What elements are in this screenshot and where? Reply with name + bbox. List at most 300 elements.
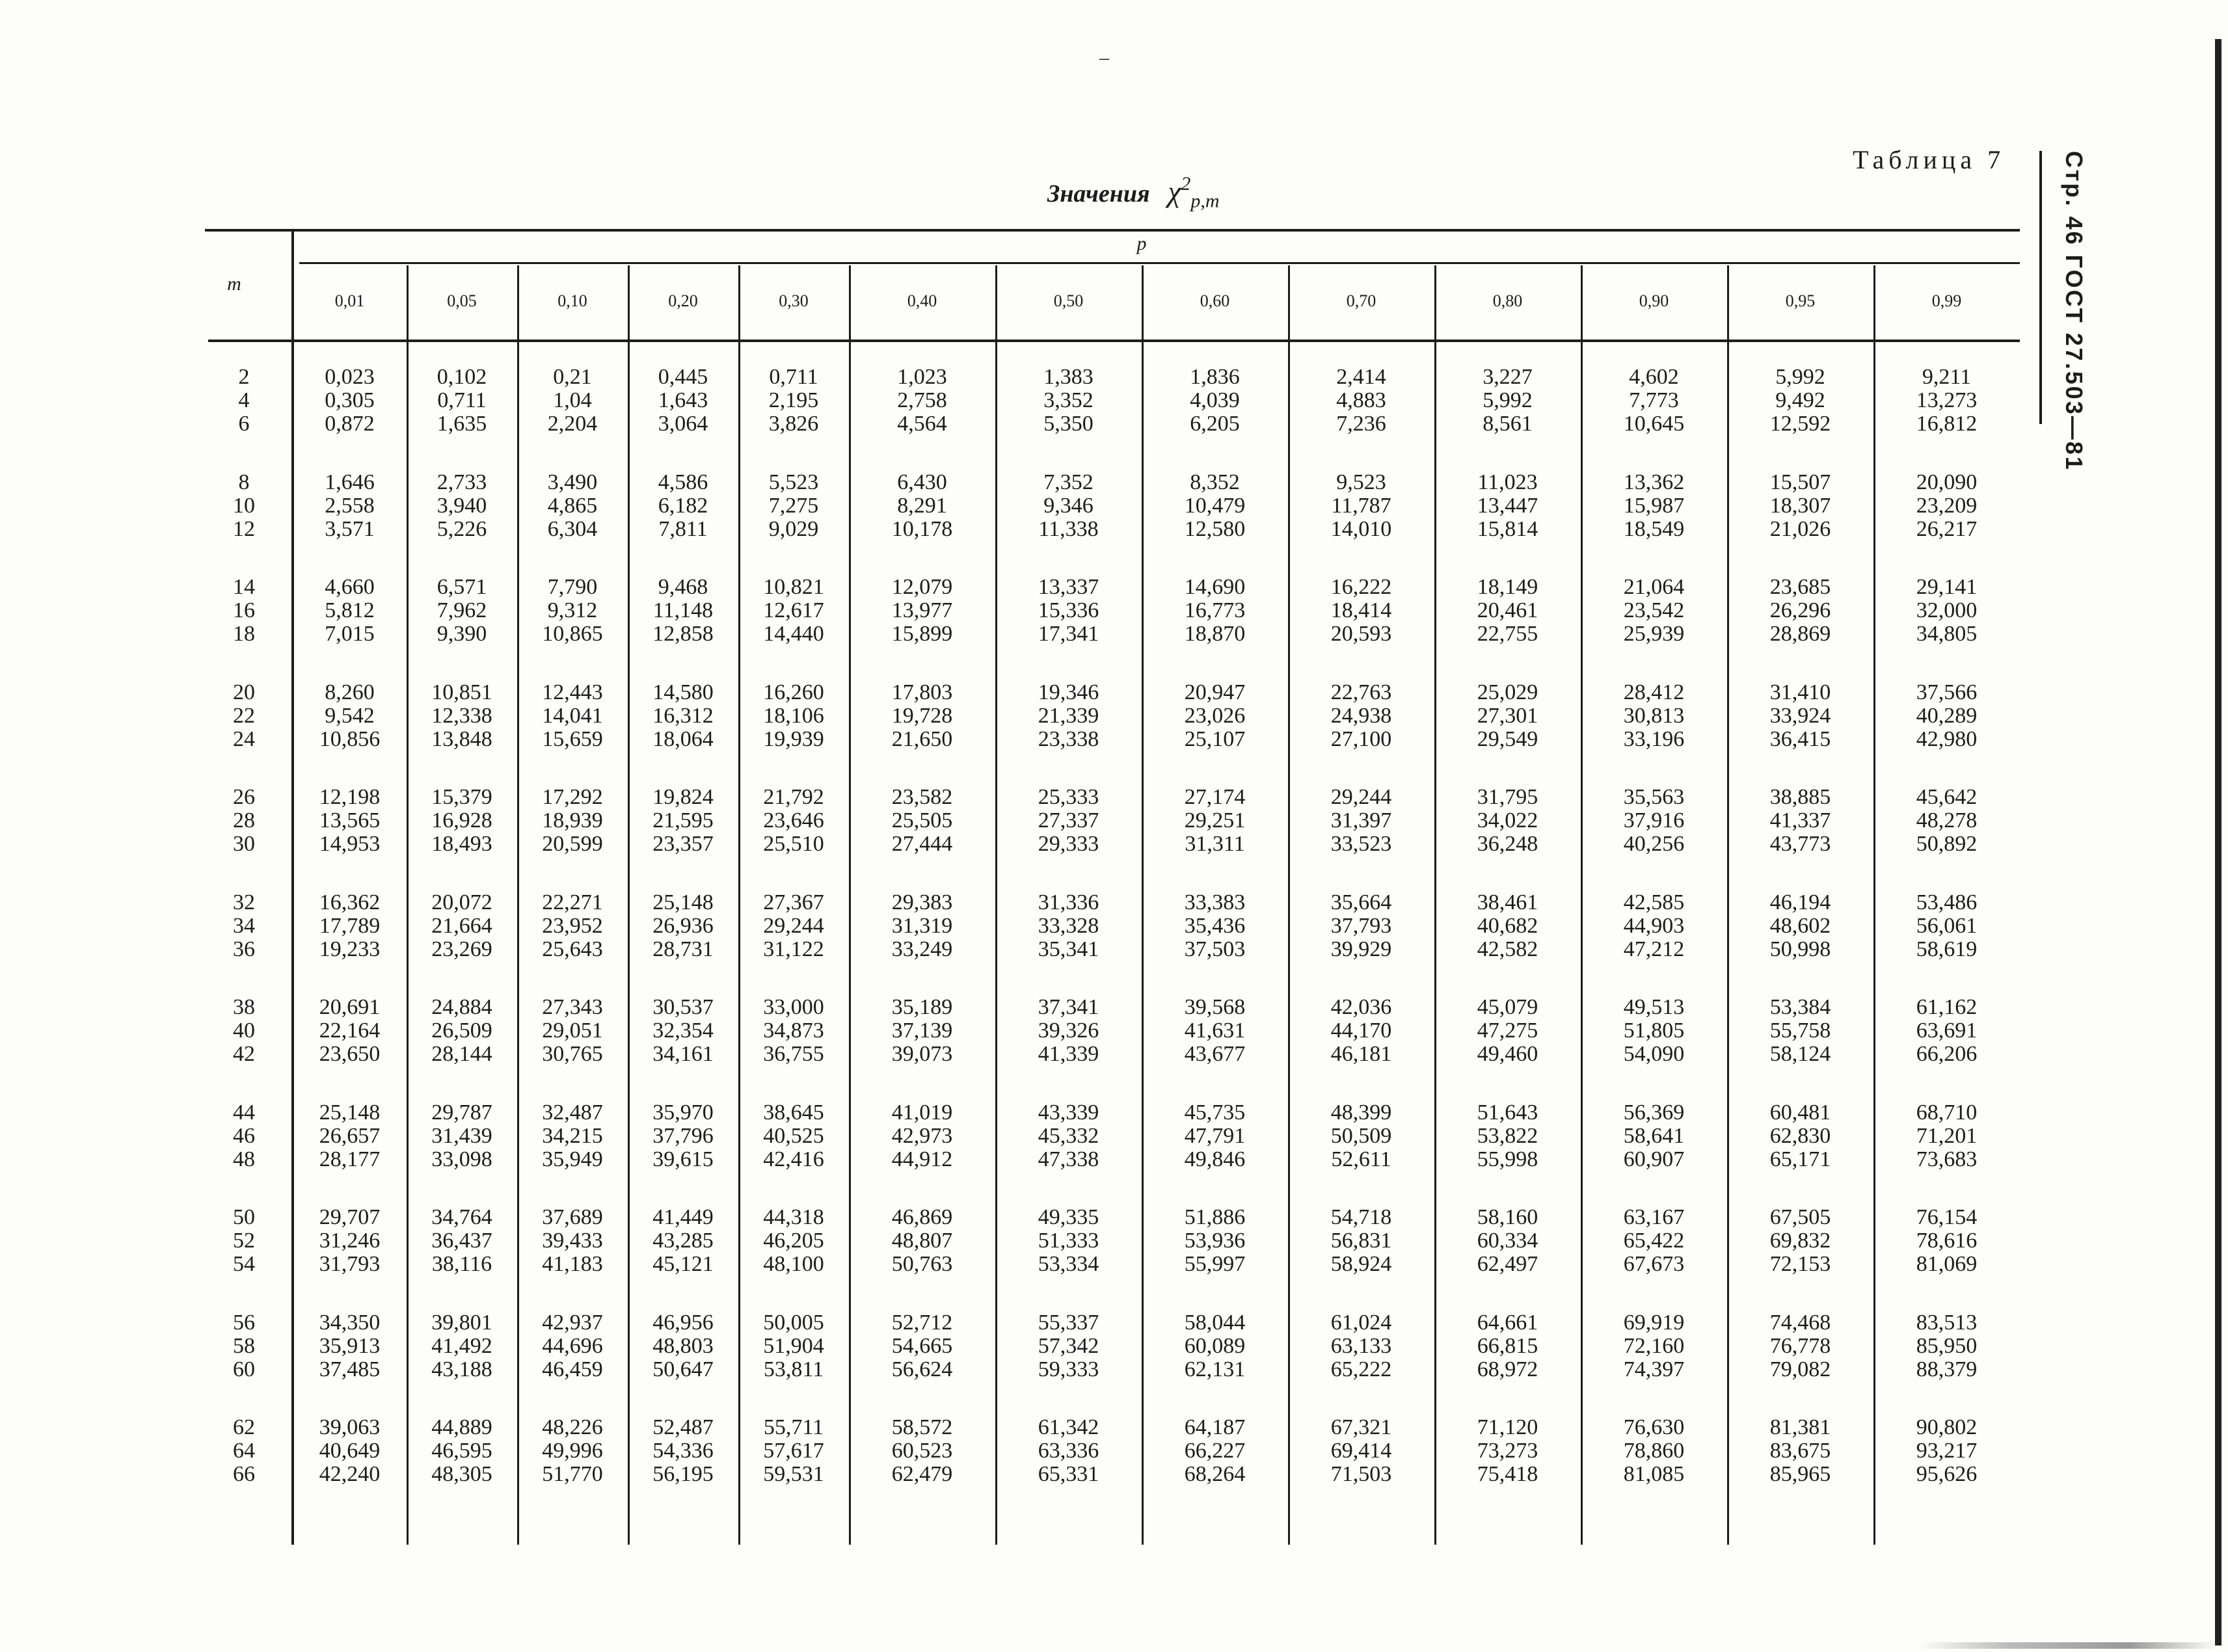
chi-square-value: 13,447 <box>1477 493 1538 518</box>
chi-square-value: 25,333 <box>1038 785 1099 809</box>
m-value: 50 <box>233 1205 255 1229</box>
chi-square-value: 48,399 <box>1330 1100 1392 1125</box>
chi-square-value: 85,950 <box>1916 1333 1978 1358</box>
chi-square-value: 46,194 <box>1769 890 1831 914</box>
m-values <box>215 1206 273 1276</box>
chi-square-value: 1,023 <box>897 365 947 389</box>
chi-square-value: 54,090 <box>1623 1042 1685 1066</box>
chi-square-value: 31,246 <box>319 1229 381 1253</box>
chi-square-value: 10,821 <box>763 575 824 599</box>
chi-square-value: 1,646 <box>325 470 375 494</box>
chi-square-value: 20,947 <box>1184 680 1246 704</box>
m-values <box>215 786 273 856</box>
chi-square-value: 47,338 <box>1038 1147 1099 1171</box>
chi-square-value: 62,131 <box>1184 1357 1246 1381</box>
chi-square-value: 51,805 <box>1623 1019 1685 1043</box>
chi-subscript: p,m <box>1190 190 1220 212</box>
chi-square-value: 56,195 <box>652 1462 714 1486</box>
chi-square-value: 39,433 <box>542 1229 603 1253</box>
chi-square-value: 37,341 <box>1038 995 1099 1019</box>
side-page-header: Стр. 46 ГОСТ 27.503—81 <box>2061 151 2087 472</box>
chi-square-value: 8,352 <box>1190 470 1240 494</box>
chi-square-value: 20,090 <box>1916 470 1978 494</box>
value-cell <box>738 471 849 541</box>
m-value: 52 <box>233 1229 255 1253</box>
chi-square-value: 12,858 <box>652 622 714 646</box>
value-cell <box>1581 1206 1727 1276</box>
chi-square-value: 7,275 <box>768 493 819 518</box>
m-value: 54 <box>233 1252 255 1276</box>
chi-square-value: 50,998 <box>1769 937 1831 961</box>
chi-square-value: 42,582 <box>1477 937 1538 961</box>
chi-square-value: 11,023 <box>1477 470 1538 494</box>
value-cell <box>1873 1101 2020 1171</box>
chi-square-value: 63,336 <box>1038 1439 1099 1463</box>
p-column-header: 0,60 <box>1200 291 1230 310</box>
m-value: 20 <box>233 680 255 704</box>
table-label: Таблица 7 <box>1853 145 2006 174</box>
chi-square-value: 6,304 <box>547 516 598 541</box>
chi-square-value: 9,542 <box>325 703 375 728</box>
chi-square-value: 71,503 <box>1330 1462 1392 1486</box>
value-cell <box>1288 891 1434 961</box>
chi-square-value: 65,171 <box>1769 1147 1831 1171</box>
row-header-m: m <box>227 273 241 295</box>
value-cell <box>1581 681 1727 751</box>
chi-square-value: 38,645 <box>763 1100 824 1125</box>
chi-square-value: 17,341 <box>1038 622 1099 646</box>
chi-square-value: 78,616 <box>1916 1229 1978 1253</box>
chi-square-value: 0,305 <box>325 388 375 412</box>
chi-square-value: 56,061 <box>1916 913 1978 938</box>
chi-square-value: 23,269 <box>431 937 492 961</box>
value-cell <box>293 681 407 751</box>
value-cell <box>1581 996 1727 1066</box>
chi-square-value: 1,643 <box>658 388 708 412</box>
value-cell <box>517 471 628 541</box>
chi-square-value: 12,338 <box>431 703 492 728</box>
chi-square-value: 45,735 <box>1184 1100 1246 1125</box>
value-cell <box>407 786 517 856</box>
value-cell <box>1434 891 1581 961</box>
chi-square-value: 16,812 <box>1916 412 1978 436</box>
title-word: Значения <box>1047 180 1150 207</box>
value-cell <box>1142 1416 1288 1486</box>
chi-square-value: 40,649 <box>319 1439 381 1463</box>
chi-square-value: 11,787 <box>1331 493 1391 518</box>
value-cell <box>517 891 628 961</box>
value-cell <box>628 1206 738 1276</box>
m-value: 30 <box>233 832 255 856</box>
chi-square-value: 39,801 <box>431 1310 492 1335</box>
m-values <box>215 996 273 1066</box>
value-cell <box>1873 1416 2020 1486</box>
chi-square-value: 23,542 <box>1623 598 1685 622</box>
chi-square-value: 23,646 <box>763 808 824 833</box>
chi-square-value: 3,940 <box>436 493 487 518</box>
chi-square-value: 41,019 <box>891 1100 953 1125</box>
value-cell <box>1434 681 1581 751</box>
value-cell <box>1142 891 1288 961</box>
value-cell <box>407 471 517 541</box>
chi-square-value: 56,369 <box>1623 1100 1685 1125</box>
m-value: 2 <box>238 365 250 389</box>
m-value: 18 <box>233 622 255 646</box>
value-cell <box>995 681 1142 751</box>
value-cell <box>1142 366 1288 436</box>
chi-square-value: 16,362 <box>319 890 381 914</box>
chi-square-value: 53,811 <box>763 1357 824 1381</box>
chi-square-value: 50,509 <box>1330 1123 1392 1148</box>
value-cell <box>849 471 995 541</box>
chi-square-value: 29,141 <box>1916 575 1978 599</box>
chi-square-value: 61,024 <box>1330 1310 1392 1335</box>
chi-square-value: 12,580 <box>1184 516 1246 541</box>
chi-square-value: 25,939 <box>1623 622 1685 646</box>
chi-square-value: 19,346 <box>1038 680 1099 704</box>
value-cell <box>1873 471 2020 541</box>
chi-square-value: 15,987 <box>1623 493 1685 518</box>
chi-square-value: 6,430 <box>897 470 947 494</box>
value-cell <box>995 471 1142 541</box>
value-cell <box>517 1311 628 1381</box>
p-column-header: 0,70 <box>1346 291 1376 310</box>
chi-square-value: 34,161 <box>652 1042 714 1066</box>
value-cell <box>628 1311 738 1381</box>
chi-square-value: 60,089 <box>1184 1333 1246 1358</box>
value-cell <box>849 891 995 961</box>
chi-square-value: 69,414 <box>1330 1439 1392 1463</box>
chi-square-value: 61,162 <box>1916 995 1978 1019</box>
chi-square-value: 10,645 <box>1623 412 1685 436</box>
value-cell <box>1727 786 1873 856</box>
chi-square-value: 34,873 <box>763 1019 824 1043</box>
p-column-header: 0,95 <box>1785 291 1816 310</box>
chi-square-value: 53,334 <box>1038 1252 1099 1276</box>
chi-square-value: 18,149 <box>1477 575 1538 599</box>
chi-square-value: 44,903 <box>1623 913 1685 938</box>
chi-square-value: 23,209 <box>1916 493 1978 518</box>
chi-square-value: 0,102 <box>436 365 487 389</box>
p-column-header: 0,50 <box>1053 291 1084 310</box>
chi-square-value: 43,339 <box>1038 1100 1099 1125</box>
chi-square-value: 73,273 <box>1477 1439 1538 1463</box>
chi-square-value: 68,972 <box>1477 1357 1538 1381</box>
chi-square-value: 21,064 <box>1623 575 1685 599</box>
chi-square-value: 5,226 <box>436 516 487 541</box>
value-cell <box>628 1416 738 1486</box>
value-cell <box>738 1416 849 1486</box>
chi-square-value: 50,005 <box>763 1310 824 1335</box>
m-value: 14 <box>233 575 255 599</box>
chi-square-value: 50,763 <box>891 1252 953 1276</box>
table-title <box>1047 174 1219 213</box>
value-cell <box>293 786 407 856</box>
chi-square-value: 41,492 <box>431 1333 492 1358</box>
chi-square-value: 35,341 <box>1038 937 1099 961</box>
chi-square-value: 12,079 <box>891 575 953 599</box>
chi-square-value: 58,619 <box>1916 937 1978 961</box>
chi-square-value: 49,996 <box>542 1439 603 1463</box>
chi-square-value: 44,889 <box>431 1415 492 1439</box>
chi-square-value: 34,805 <box>1916 622 1978 646</box>
p-column-header: 0,90 <box>1639 291 1669 310</box>
chi-square-value: 3,064 <box>658 412 708 436</box>
value-cell <box>738 576 849 646</box>
chi-square-value: 28,177 <box>319 1147 381 1171</box>
chi-square-value: 14,690 <box>1184 575 1246 599</box>
value-cell <box>293 1311 407 1381</box>
chi-square-value: 25,148 <box>652 890 714 914</box>
chi-square-value: 54,665 <box>891 1333 953 1358</box>
chi-square-value: 28,144 <box>431 1042 492 1066</box>
chi-square-value: 60,481 <box>1769 1100 1831 1125</box>
m-value: 22 <box>233 703 255 728</box>
chi-square-value: 62,830 <box>1769 1123 1831 1148</box>
chi-square-value: 27,337 <box>1038 808 1099 833</box>
chi-square-value: 16,773 <box>1184 598 1246 622</box>
chi-square-value: 42,585 <box>1623 890 1685 914</box>
value-cell <box>517 1101 628 1171</box>
chi-square-value: 43,773 <box>1769 832 1831 856</box>
chi-square-value: 29,787 <box>431 1100 492 1125</box>
value-cell <box>738 681 849 751</box>
chi-square-value: 11,338 <box>1038 516 1099 541</box>
chi-square-value: 5,523 <box>768 470 819 494</box>
chi-square-value: 9,312 <box>547 598 598 622</box>
value-cell <box>1581 786 1727 856</box>
value-cell <box>1581 471 1727 541</box>
chi-square-value: 0,872 <box>325 412 375 436</box>
m-values <box>215 366 273 436</box>
chi-square-value: 10,178 <box>891 516 953 541</box>
chi-square-value: 63,691 <box>1916 1019 1978 1043</box>
chi-square-value: 34,215 <box>542 1123 603 1148</box>
chi-square-value: 15,659 <box>542 726 603 751</box>
chi-square-value: 2,758 <box>897 388 947 412</box>
chi-square-value: 34,350 <box>319 1310 381 1335</box>
chi-square-value: 61,342 <box>1038 1415 1099 1439</box>
value-cell <box>517 681 628 751</box>
chi-square-value: 35,970 <box>652 1100 714 1125</box>
chi-square-value: 7,811 <box>658 516 708 541</box>
chi-square-value: 23,357 <box>652 832 714 856</box>
chi-square-value: 18,106 <box>763 703 824 728</box>
chi-square-value: 0,21 <box>553 365 592 389</box>
value-cell <box>1288 576 1434 646</box>
chi-square-value: 3,352 <box>1043 388 1094 412</box>
chi-square-value: 48,100 <box>763 1252 824 1276</box>
chi-square-value: 45,121 <box>652 1252 714 1276</box>
chi-square-value: 41,337 <box>1769 808 1831 833</box>
chi-square-value: 5,812 <box>325 598 375 622</box>
value-cell <box>849 996 995 1066</box>
value-cell <box>517 1206 628 1276</box>
value-cell <box>849 1311 995 1381</box>
value-cell <box>628 891 738 961</box>
chi-square-value: 93,217 <box>1916 1439 1978 1463</box>
value-cell <box>1727 1416 1873 1486</box>
value-cell <box>1727 1101 1873 1171</box>
chi-square-value: 40,289 <box>1916 703 1978 728</box>
chi-square-value: 52,712 <box>891 1310 953 1335</box>
chi-square-value: 37,139 <box>891 1019 953 1043</box>
chi-square-value: 88,379 <box>1916 1357 1978 1381</box>
chi-square-value: 0,023 <box>325 365 375 389</box>
chi-square-value: 55,997 <box>1184 1252 1246 1276</box>
m-value: 38 <box>233 995 255 1019</box>
value-cell <box>1142 996 1288 1066</box>
chi-square-value: 35,189 <box>891 995 953 1019</box>
value-cell <box>1873 576 2020 646</box>
chi-square-value: 55,337 <box>1038 1310 1099 1335</box>
chi-square-value: 46,956 <box>652 1310 714 1335</box>
chi-square-value: 25,643 <box>542 937 603 961</box>
value-cell <box>293 891 407 961</box>
value-cell <box>1727 1311 1873 1381</box>
value-cell <box>1288 1206 1434 1276</box>
chi-square-value: 58,572 <box>891 1415 953 1439</box>
chi-square-value: 35,563 <box>1623 785 1685 809</box>
chi-square-value: 11,148 <box>652 598 714 622</box>
chi-square-value: 30,765 <box>542 1042 603 1066</box>
chi-square-value: 1,04 <box>553 388 592 412</box>
value-cell <box>1581 1416 1727 1486</box>
chi-square-value: 40,525 <box>763 1123 824 1148</box>
m-values <box>215 891 273 961</box>
value-cell <box>1727 891 1873 961</box>
chi-square-value: 20,461 <box>1477 598 1538 622</box>
chi-square-value: 31,397 <box>1330 808 1392 833</box>
chi-square-value: 33,328 <box>1038 913 1099 938</box>
value-cell <box>849 1101 995 1171</box>
value-cell <box>849 366 995 436</box>
chi-square-value: 42,416 <box>763 1147 824 1171</box>
chi-square-value: 37,689 <box>542 1205 603 1229</box>
chi-square-value: 38,885 <box>1769 785 1831 809</box>
chi-square-value: 19,233 <box>319 937 381 961</box>
chi-square-value: 5,350 <box>1043 412 1094 436</box>
value-cell <box>1288 996 1434 1066</box>
chi-square-value: 33,383 <box>1184 890 1246 914</box>
chi-square-value: 41,339 <box>1038 1042 1099 1066</box>
chi-square-value: 48,305 <box>431 1462 492 1486</box>
chi-square-value: 39,063 <box>319 1415 381 1439</box>
chi-square-value: 19,824 <box>652 785 714 809</box>
chi-square-value: 51,904 <box>763 1333 824 1358</box>
chi-square-value: 20,593 <box>1330 622 1392 646</box>
chi-square-value: 30,537 <box>652 995 714 1019</box>
chi-square-value: 17,292 <box>542 785 603 809</box>
value-cell <box>849 786 995 856</box>
chi-square-value: 26,296 <box>1769 598 1831 622</box>
chi-square-value: 41,183 <box>542 1252 603 1276</box>
value-cell <box>738 1206 849 1276</box>
chi-square-value: 75,418 <box>1477 1462 1538 1486</box>
chi-square-value: 8,260 <box>325 680 375 704</box>
value-cell <box>1581 366 1727 436</box>
chi-square-value: 14,010 <box>1330 516 1392 541</box>
chi-square-value: 67,505 <box>1769 1205 1831 1229</box>
chi-square-value: 74,468 <box>1769 1310 1831 1335</box>
chi-square-value: 1,635 <box>436 412 487 436</box>
value-cell <box>1434 786 1581 856</box>
value-cell <box>1288 1416 1434 1486</box>
chi-square-value: 31,793 <box>319 1252 381 1276</box>
value-cell <box>1727 681 1873 751</box>
p-column-header: 0,30 <box>779 291 809 310</box>
value-cell <box>849 1416 995 1486</box>
chi-square-value: 24,938 <box>1330 703 1392 728</box>
chi-square-value: 10,856 <box>319 726 381 751</box>
value-cell <box>849 1206 995 1276</box>
chi-square-value: 68,710 <box>1916 1100 1978 1125</box>
chi-square-value: 63,133 <box>1330 1333 1392 1358</box>
chi-square-value: 43,285 <box>652 1229 714 1253</box>
value-cell <box>407 1101 517 1171</box>
value-cell <box>293 996 407 1066</box>
value-cell <box>628 996 738 1066</box>
page-mark: – <box>1099 47 1109 68</box>
chi-square-value: 38,461 <box>1477 890 1538 914</box>
table-top-rule <box>205 229 2020 232</box>
value-cell <box>995 576 1142 646</box>
chi-square-value: 49,846 <box>1184 1147 1246 1171</box>
value-cell <box>995 1101 1142 1171</box>
value-cell <box>293 1101 407 1171</box>
value-cell <box>407 681 517 751</box>
value-cell <box>1581 891 1727 961</box>
chi-square-value: 30,813 <box>1623 703 1685 728</box>
chi-square-value: 36,415 <box>1769 726 1831 751</box>
chi-square-value: 18,549 <box>1623 516 1685 541</box>
value-cell <box>995 786 1142 856</box>
chi-square-value: 7,236 <box>1336 412 1386 436</box>
value-cell <box>517 996 628 1066</box>
chi-square-value: 9,468 <box>658 575 708 599</box>
chi-square-value: 42,036 <box>1330 995 1392 1019</box>
value-cell <box>407 1311 517 1381</box>
chi-square-value: 4,586 <box>658 470 708 494</box>
value-cell <box>407 576 517 646</box>
chi-square-value: 2,733 <box>436 470 487 494</box>
chi-square-value: 4,865 <box>547 493 598 518</box>
chi-square-value: 47,275 <box>1477 1019 1538 1043</box>
chi-square-value: 32,000 <box>1916 598 1978 622</box>
chi-square-value: 42,980 <box>1916 726 1978 751</box>
chi-square-value: 16,222 <box>1330 575 1392 599</box>
value-cell <box>628 366 738 436</box>
chi-square-value: 9,523 <box>1336 470 1386 494</box>
value-cell <box>407 366 517 436</box>
chi-square-value: 56,624 <box>891 1357 953 1381</box>
chi-square-value: 49,460 <box>1477 1042 1538 1066</box>
chi-square-value: 21,026 <box>1769 516 1831 541</box>
chi-square-value: 23,582 <box>891 785 953 809</box>
chi-square-value: 9,029 <box>768 516 819 541</box>
chi-square-value: 59,333 <box>1038 1357 1099 1381</box>
chi-square-value: 55,758 <box>1769 1019 1831 1043</box>
value-cell <box>293 1416 407 1486</box>
m-value: 44 <box>233 1100 255 1125</box>
chi-square-value: 16,260 <box>763 680 824 704</box>
value-cell <box>738 1311 849 1381</box>
chi-square-value: 29,244 <box>1330 785 1392 809</box>
chi-square-value: 13,362 <box>1623 470 1685 494</box>
chi-square-value: 83,513 <box>1916 1310 1978 1335</box>
chi-square-value: 7,962 <box>436 598 487 622</box>
chi-square-value: 57,342 <box>1038 1333 1099 1358</box>
